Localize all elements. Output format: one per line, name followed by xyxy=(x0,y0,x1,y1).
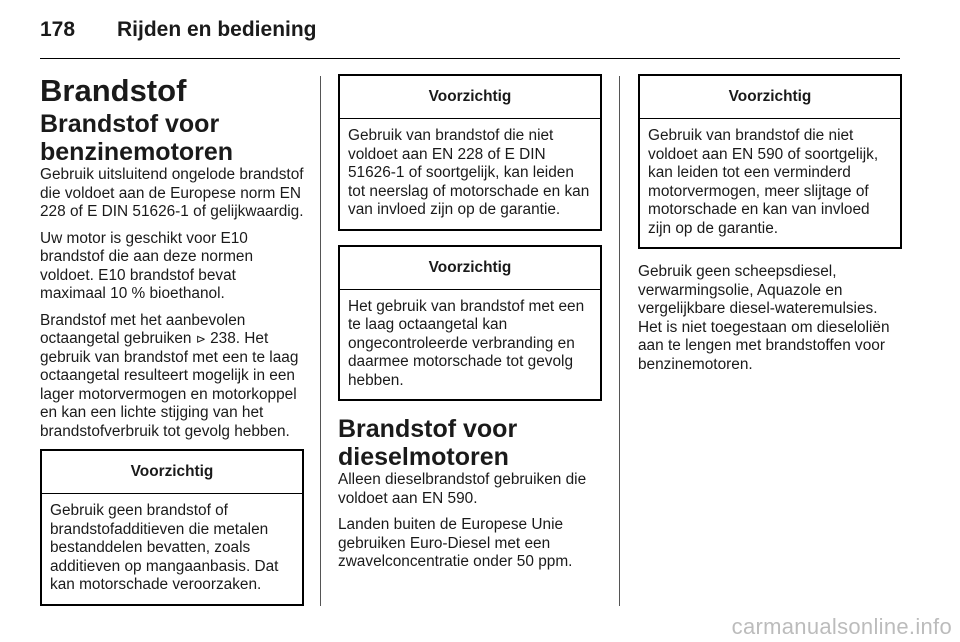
paragraph: Uw motor is geschikt voor E10 brandstof die aan deze normen voldoet. E10 brandstof bevat maximaal 10 % bioethanol. xyxy=(40,229,254,302)
watermark: carmanualsonline.info xyxy=(731,614,952,639)
page-reference-arrow-icon: ⊳ xyxy=(195,332,206,346)
caution-text: Gebruik geen brandstof of brandstofadditieven die metalen bestanddelen bevatten, zoals additieven op mangaanbasis. Dat kan motorschade veroorzaken. xyxy=(50,502,279,593)
column-1 xyxy=(40,74,304,620)
caution-text: Gebruik van brandstof die niet voldoet aan EN 228 of E DIN 51626-1 of soortgelijk, kan leiden tot neerslag of motorschade en kan van invloed zijn op de garantie. xyxy=(348,127,590,218)
caution-title: Voorzichtig xyxy=(340,247,600,290)
column-3 xyxy=(638,74,902,382)
caution-box xyxy=(338,74,602,231)
column-divider-1 xyxy=(320,76,321,606)
header-divider xyxy=(40,58,900,59)
caution-title: Voorzichtig xyxy=(640,76,900,119)
column-2 xyxy=(338,74,602,580)
paragraph xyxy=(40,312,304,442)
chapter-title: Rijden en bediening xyxy=(117,18,317,41)
caution-box xyxy=(638,74,902,249)
paragraph: Landen buiten de Europese Unie gebruiken Euro-Diesel met een zwavelconcentratie onder 50 ppm. xyxy=(338,516,573,570)
column-divider-2 xyxy=(619,76,620,606)
page-number: 178 xyxy=(40,18,76,41)
caution-text: Gebruik van brandstof die niet voldoet aan EN 590 of soortgelijk, kan leiden tot een verminderd motorvermogen, meer slijtage of motorschade en kan van invloed zijn op de garantie. xyxy=(648,127,879,237)
paragraph: Gebruik uitsluitend ongelode brandstof die voldoet aan de Europese norm EN 228 of E DIN 51626-1 of gelijkwaardig. xyxy=(40,166,304,220)
paragraph: Gebruik geen scheepsdiesel, verwarmingsolie, Aquazole en vergelijkbare diesel-wateremulsies. Het is niet toegestaan om dieseloliën aan te lengen met brandstoffen voor benzinemotoren. xyxy=(638,263,890,373)
paragraph-text: 238. Het gebruik van brandstof met een te laag octaangetal resulteert mogelijk in een lager motorvermogen en motorkoppel en kan een lichte stijging van het brandstofverbruik tot gevolg hebben. xyxy=(40,330,299,440)
caution-title: Voorzichtig xyxy=(340,76,600,119)
caution-text: Het gebruik van brandstof met een te laag octaangetal kan ongecontroleerde verbranding en daarmee motorschade tot gevolg hebben. xyxy=(348,297,585,389)
caution-box xyxy=(338,245,602,402)
subsection-title-petrol: Brandstof voor benzinemotoren xyxy=(40,110,234,166)
page-header xyxy=(40,18,900,48)
caution-box xyxy=(40,449,304,606)
paragraph: Alleen dieselbrandstof gebruiken die voldoet aan EN 590. xyxy=(338,471,587,507)
paragraph-text: Brandstof met het aanbevolen octaangetal gebruiken xyxy=(40,311,246,347)
subsection-title-diesel: Brandstof voor dieselmotoren xyxy=(338,415,518,471)
caution-title: Voorzichtig xyxy=(42,451,302,494)
section-title: Brandstof xyxy=(40,73,187,108)
